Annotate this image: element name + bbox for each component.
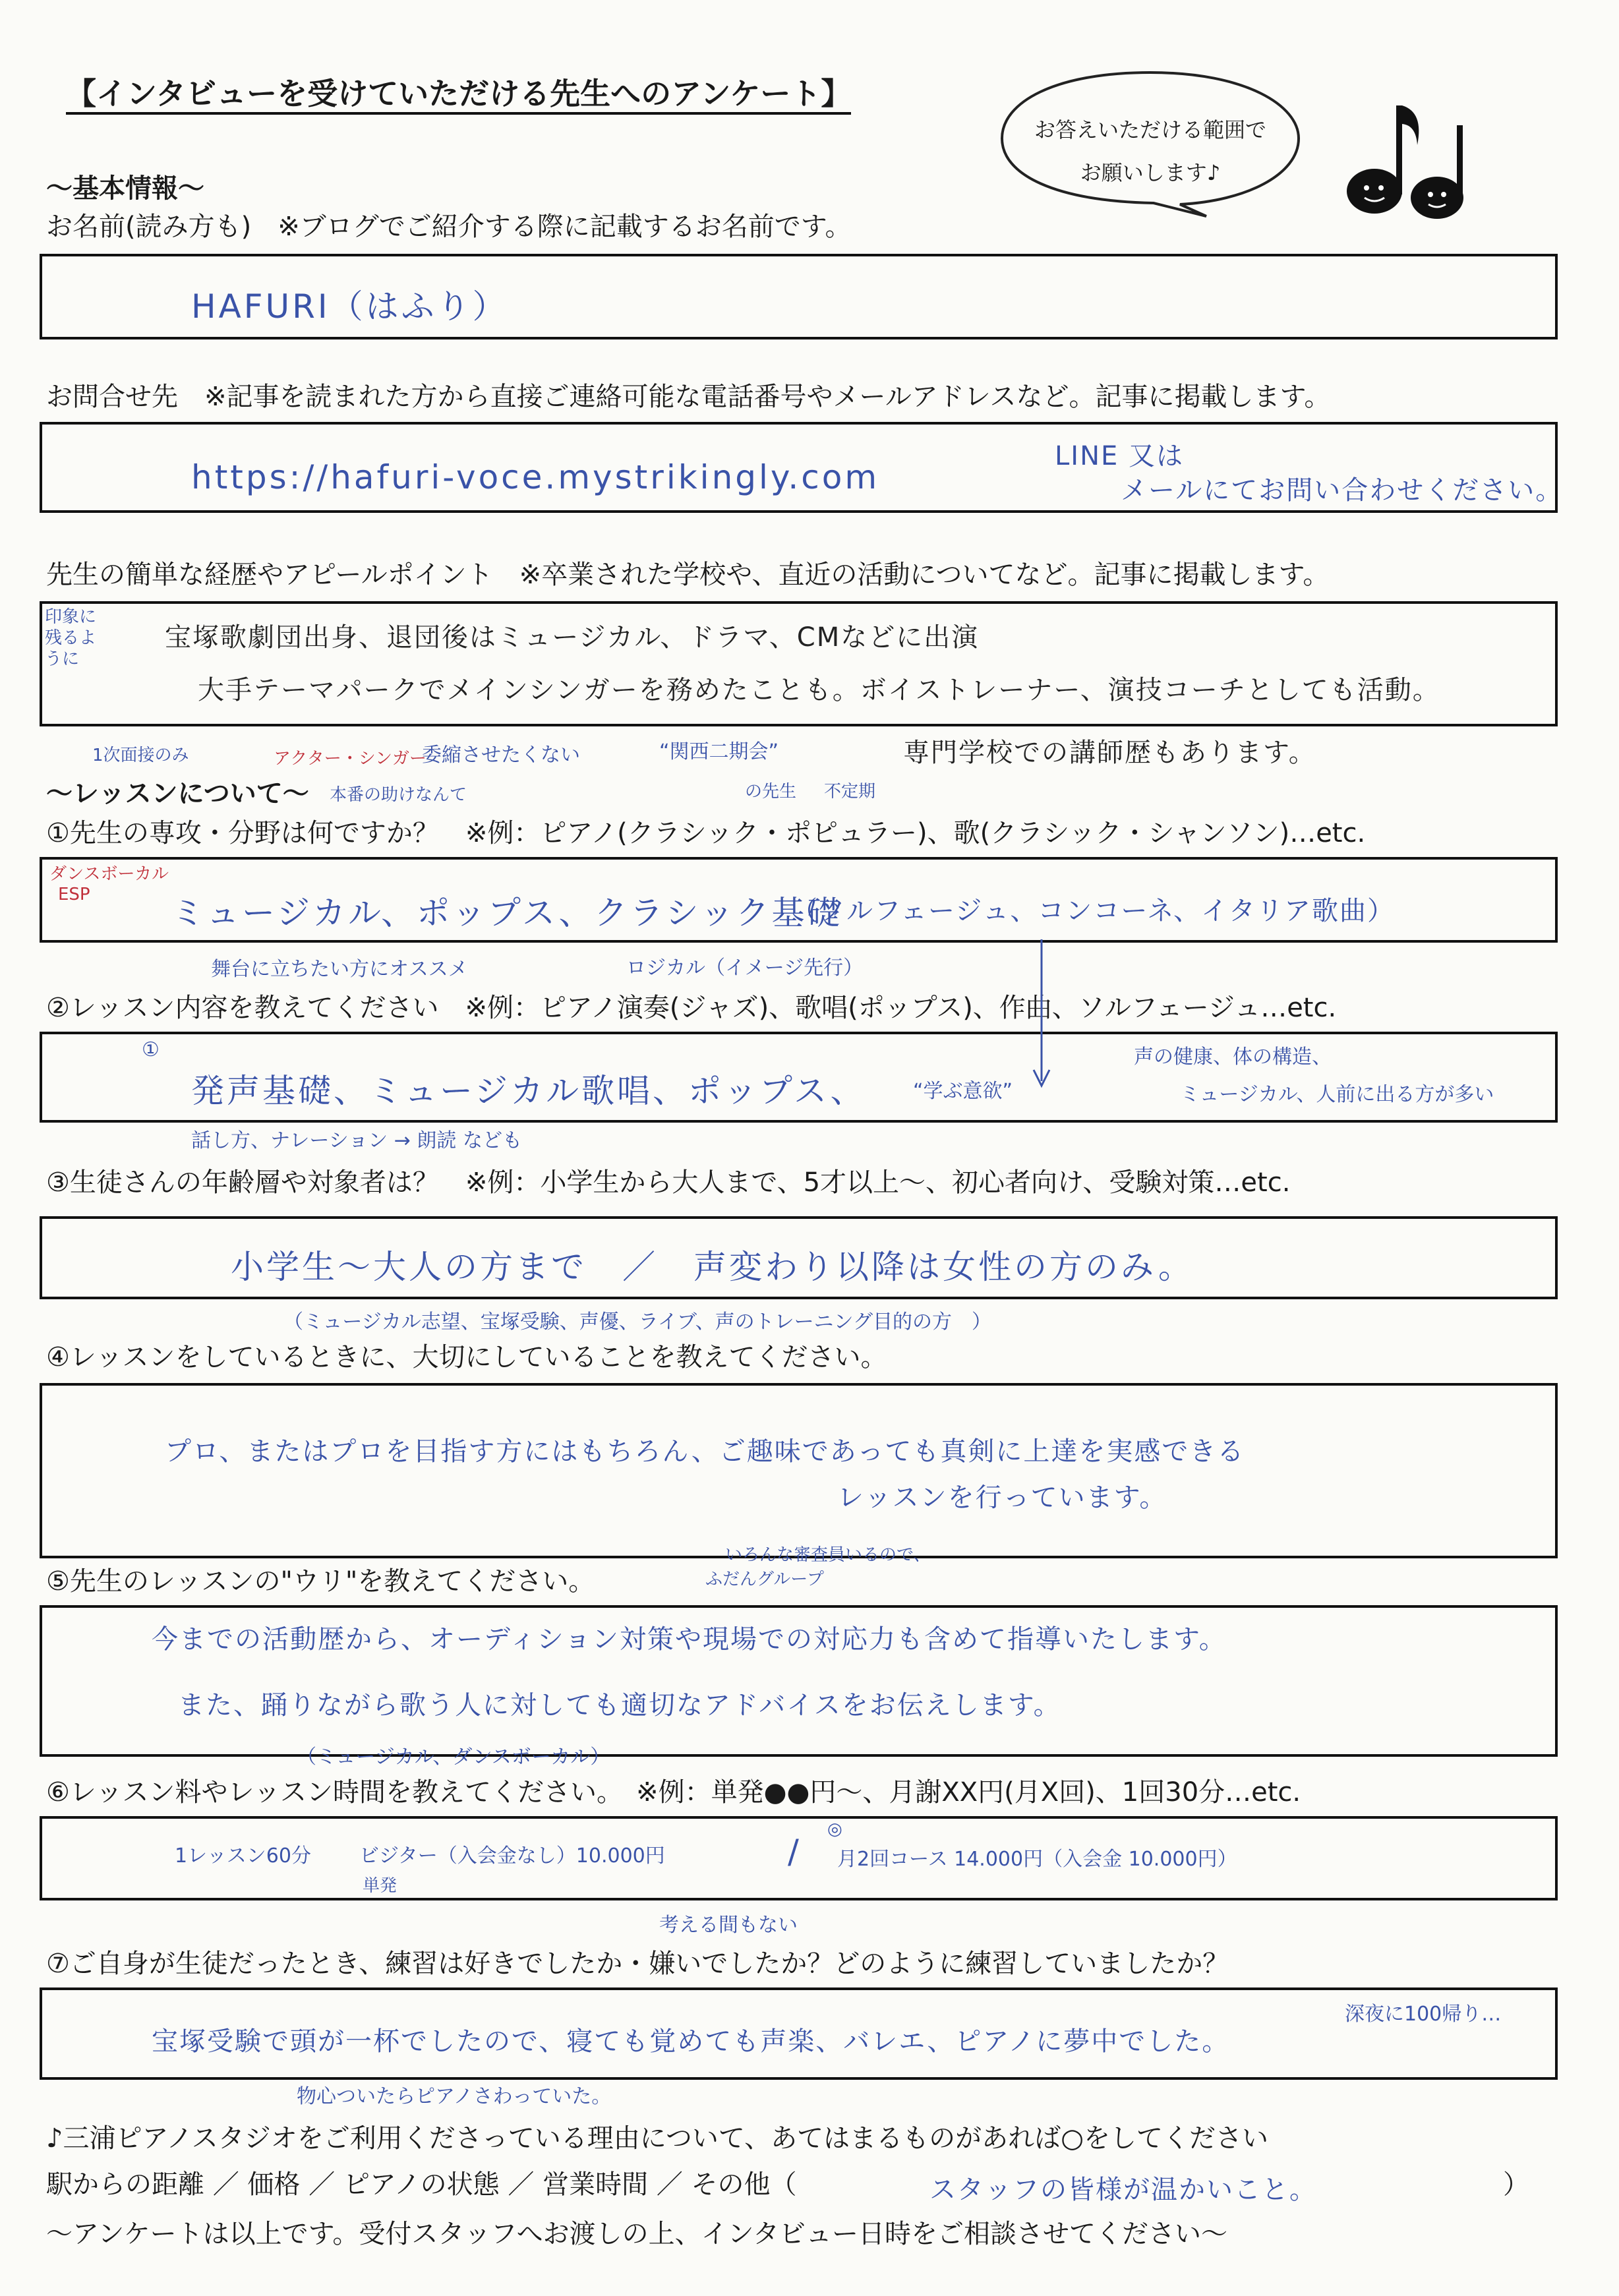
- q4-box[interactable]: [40, 1383, 1558, 1558]
- arrow-down-icon: [1028, 939, 1055, 1091]
- q1-answer: ミュージカル、ポップス、クラシック基礎: [171, 894, 843, 932]
- q2-quote: “学ぶ意欲”: [913, 1080, 1013, 1103]
- profile-margin-note: 印象に残るように: [45, 607, 97, 669]
- reason-label: ♪三浦ピアノスタジオをご利用くださっている理由について、あてはまるものがあれば○をしてください: [46, 2123, 1269, 2154]
- bubble-line-1: お答えいただける範囲で: [1034, 117, 1266, 142]
- q7-below: 物心ついたらピアノさわっていた。: [297, 2085, 612, 2108]
- form-title: 【インタビューを受けていただける先生へのアンケート】: [66, 78, 851, 115]
- name-value: HAFURI（はふり）: [191, 287, 508, 326]
- section-lesson: 〜レッスンについて〜: [46, 779, 309, 809]
- music-note-icon: [1338, 86, 1470, 224]
- profile-below-4: “関西二期会”: [659, 740, 779, 763]
- q6-small-1: 単発: [363, 1876, 397, 1896]
- q3-below: （ミュージカル志望、宝塚受験、声優、ライブ、声のトレーニング目的の方 ）: [283, 1310, 991, 1334]
- profile-below-2: アクター・シンガー: [274, 749, 427, 769]
- q2-below: 話し方、ナレーション → 朗読 なども: [191, 1129, 522, 1152]
- q3-answer: 小学生〜大人の方まで ／ 声変わり以降は女性の方のみ。: [231, 1248, 1194, 1286]
- q2-answer: 発声基礎、ミュージカル歌唱、ポップス、: [191, 1072, 866, 1110]
- q5-line-2: また、踊りながら歌う人に対しても適切なアドバイスをお伝えします。: [178, 1690, 1061, 1721]
- q6-label: ⑥レッスン料やレッスン時間を教えてください。 ※例：単発●●円〜、月謝XX円(月X回)、1回30分…etc.: [46, 1777, 1301, 1808]
- profile-line-3: 専門学校での講師歴もあります。: [903, 738, 1316, 768]
- q5-line-1: 今までの活動歴から、オーディション対策や現場での対応力も含めて指導いたします。: [152, 1624, 1227, 1655]
- q5-note-1: いろんな審査員いるので、: [725, 1545, 931, 1565]
- reason-other: スタッフの皆様が温かいこと。: [929, 2175, 1317, 2205]
- contact-label: お問合せ先 ※記事を読まれた方から直接ご連絡可能な電話番号やメールアドレスなど。記事に掲載します。: [46, 382, 1331, 412]
- q1-red-1: ダンスボーカル: [49, 864, 169, 884]
- q7-note: 考える間もない: [659, 1914, 798, 1937]
- profile-below-7: 不定期: [824, 782, 876, 802]
- profile-line-2: 大手テーマパークでメインシンガーを務めたことも。ボイストレーナー、演技コーチとしても活動。: [198, 675, 1440, 705]
- q5-note-2: ふだんグループ: [705, 1570, 824, 1589]
- reason-options[interactable]: 駅からの距離 ／ 価格 ／ ピアノの状態 ／ 営業時間 ／ その他（: [46, 2169, 797, 2200]
- reason-close: ）: [1503, 2169, 1529, 2200]
- q2-note-1: 声の健康、体の構造、: [1134, 1045, 1332, 1069]
- profile-label: 先生の簡単な経歴やアピールポイント ※卒業された学校や、直近の活動についてなど。記事に掲載します。: [46, 560, 1330, 590]
- q6-answer-1: 1レッスン60分: [175, 1844, 311, 1868]
- q6-answer-3: /: [788, 1833, 802, 1871]
- profile-line-1: 宝塚歌劇団出身、退団後はミュージカル、ドラマ、CMなどに出演: [165, 622, 980, 653]
- q5-below: （ミュージカル、ダンスボーカル）: [297, 1746, 610, 1769]
- profile-below-3: 委縮させたくない: [422, 744, 580, 767]
- q1-label: ①先生の専攻・分野は何ですか？ ※例：ピアノ(クラシック・ポピュラー)、歌(クラシック・シャンソン)…etc.: [46, 818, 1366, 848]
- q3-label: ③生徒さんの年齢層や対象者は？ ※例：小学生から大人まで、5才以上〜、初心者向け、受験対策…etc.: [46, 1167, 1291, 1198]
- q2-label: ②レッスン内容を教えてください ※例：ピアノ演奏(ジャズ)、歌唱(ポップス)、作曲、ソルフェージュ…etc.: [46, 993, 1337, 1023]
- footer-note: 〜アンケートは以上です。受付スタッフへお渡しの上、インタビュー日時をご相談させてください〜: [46, 2219, 1227, 2249]
- q2-note-2: ミュージカル、人前に出る方が多い: [1180, 1083, 1494, 1106]
- q1-below-2: ロジカル（イメージ先行）: [626, 957, 864, 980]
- bubble-line-2: お願いします♪: [1080, 160, 1221, 185]
- q4-line-2: レッスンを行っています。: [837, 1483, 1167, 1513]
- q2-mark: ①: [142, 1038, 160, 1061]
- q7-answer: 宝塚受験で頭が一杯でしたので、寝ても覚めても声楽、バレエ、ピアノに夢中でした。: [152, 2026, 1230, 2057]
- q6-answer-4: 月2回コース 14.000円（入会金 10.000円）: [837, 1848, 1237, 1871]
- profile-below-6: の先生: [745, 782, 797, 802]
- name-label: お名前(読み方も) ※ブログでご紹介する際に記載するお名前です。: [46, 212, 852, 242]
- q7-label: ⑦ご自身が生徒だったとき、練習は好きでしたか・嫌いでしたか？どのように練習していましたか？: [46, 1949, 1229, 1979]
- q4-label: ④レッスンをしているときに、大切にしていることを教えてください。: [46, 1342, 887, 1372]
- q1-below-1: 舞台に立ちたい方にオススメ: [211, 958, 468, 981]
- contact-note-2: メールにてお問い合わせください。: [1121, 475, 1564, 506]
- profile-below-5: 本番の助けなんて: [330, 785, 467, 805]
- contact-value: https://hafuri-voce.mystrikingly.com: [191, 458, 880, 496]
- section-basic-info: 〜基本情報〜: [46, 173, 204, 204]
- q1-paren: （ソルフェージュ、コンコーネ、イタリア歌曲）: [791, 896, 1395, 926]
- q6-small-2: ◎: [827, 1819, 842, 1839]
- q4-line-1: プロ、またはプロを目指す方にはもちろん、ご趣味であっても真剣に上達を実感できる: [165, 1436, 1245, 1467]
- profile-below-1: 1次面接のみ: [92, 746, 189, 765]
- q7-side: 深夜に100帰り…: [1345, 2003, 1502, 2026]
- q6-answer-2: ビジター（入会金なし）10.000円: [359, 1844, 665, 1868]
- q5-label: ⑤先生のレッスンの"ウリ"を教えてください。: [46, 1566, 595, 1597]
- q1-red-2: ESP: [58, 885, 90, 904]
- contact-note-1: LINE 又は: [1055, 441, 1184, 471]
